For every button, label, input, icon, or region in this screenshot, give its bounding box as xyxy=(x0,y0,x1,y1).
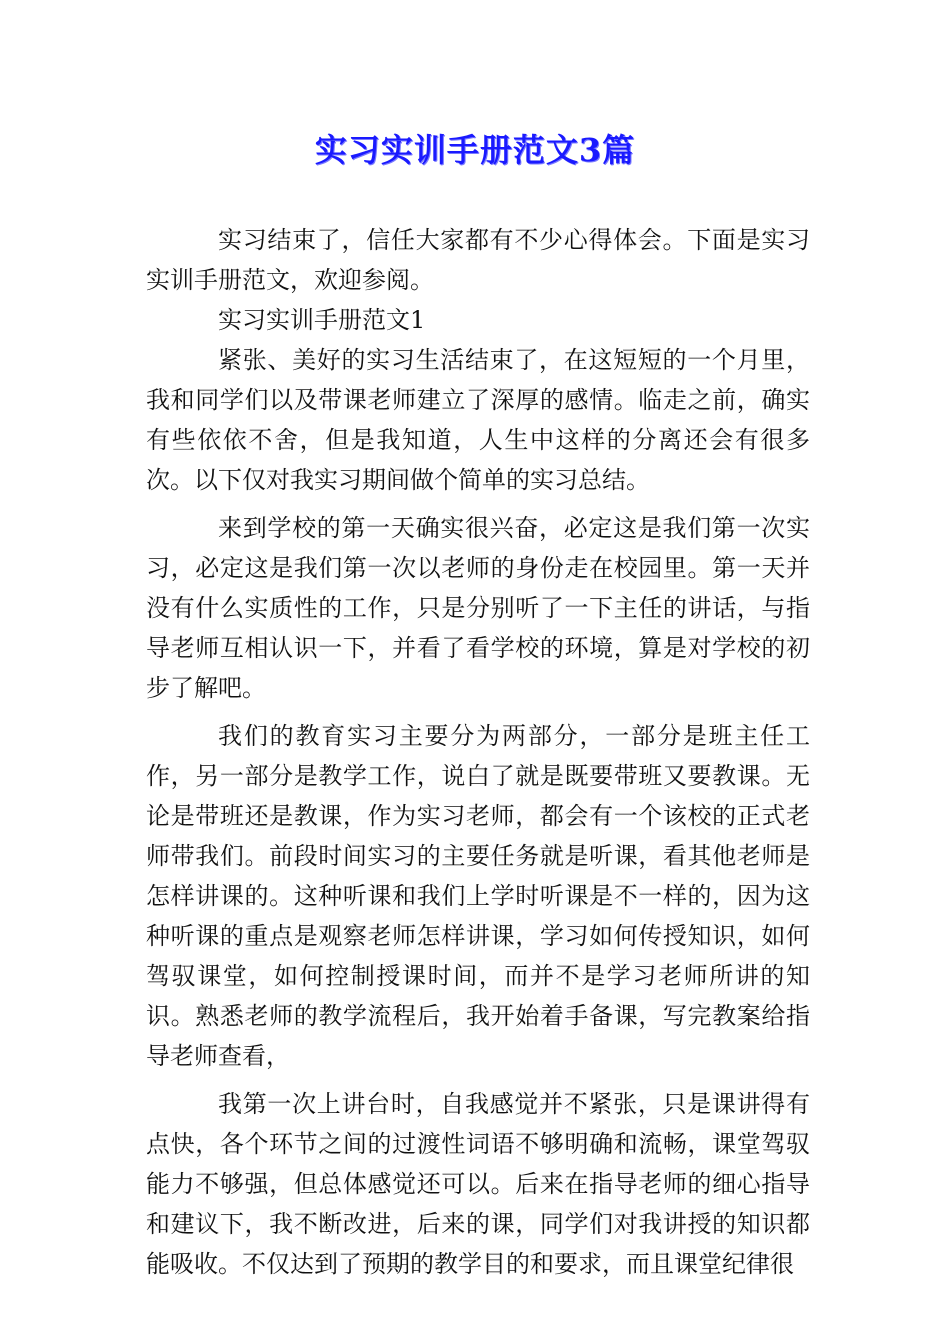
body-paragraph: 我们的教育实习主要分为两部分，一部分是班主任工作，另一部分是教学工作，说白了就是既要带班又要教课。无论是带班还是教课，作为实习老师，都会有一个该校的正式老师带我们。前段时间实习的主要任务就是听课，看其他老师是怎样讲课的。这种听课和我们上学时听课是不一样的，因为这种听课的重点是观察老师怎样讲课，学习如何传授知识，如何驾驭课堂，如何控制授课时间，而并不是学习老师所讲的知识。熟悉老师的教学流程后，我开始着手备课，写完教案给指导老师查看， xyxy=(146,722,810,1070)
body-paragraph: 我第一次上讲台时，自我感觉并不紧张，只是课讲得有点快，各个环节之间的过渡性词语不够明确和流畅，课堂驾驭能力不够强，但总体感觉还可以。后来在指导老师的细心指导和建议下，我不断改进，后来的课，同学们对我讲授的知识都能吸收。不仅达到了预期的教学目的和要求，而且课堂纪律很 xyxy=(146,1090,810,1278)
section-heading: 实习实训手册范文1 xyxy=(218,306,426,334)
intro-paragraph: 实习结束了，信任大家都有不少心得体会。下面是实习实训手册范文，欢迎参阅。 xyxy=(146,226,810,294)
document-title: 实习实训手册范文3篇 xyxy=(314,131,636,169)
body-paragraph: 紧张、美好的实习生活结束了，在这短短的一个月里，我和同学们以及带课老师建立了深厚的感情。临走之前，确实有些依依不舍，但是我知道，人生中这样的分离还会有很多次。以下仅对我实习期间做个简单的实习总结。 xyxy=(146,346,810,494)
body-paragraph: 来到学校的第一天确实很兴奋，必定这是我们第一次实习，必定这是我们第一次以老师的身份走在校园里。第一天并没有什么实质性的工作，只是分别听了一下主任的讲话，与指导老师互相认识一下，并看了看学校的环境，算是对学校的初步了解吧。 xyxy=(146,514,810,702)
document-body xyxy=(146,220,810,1284)
